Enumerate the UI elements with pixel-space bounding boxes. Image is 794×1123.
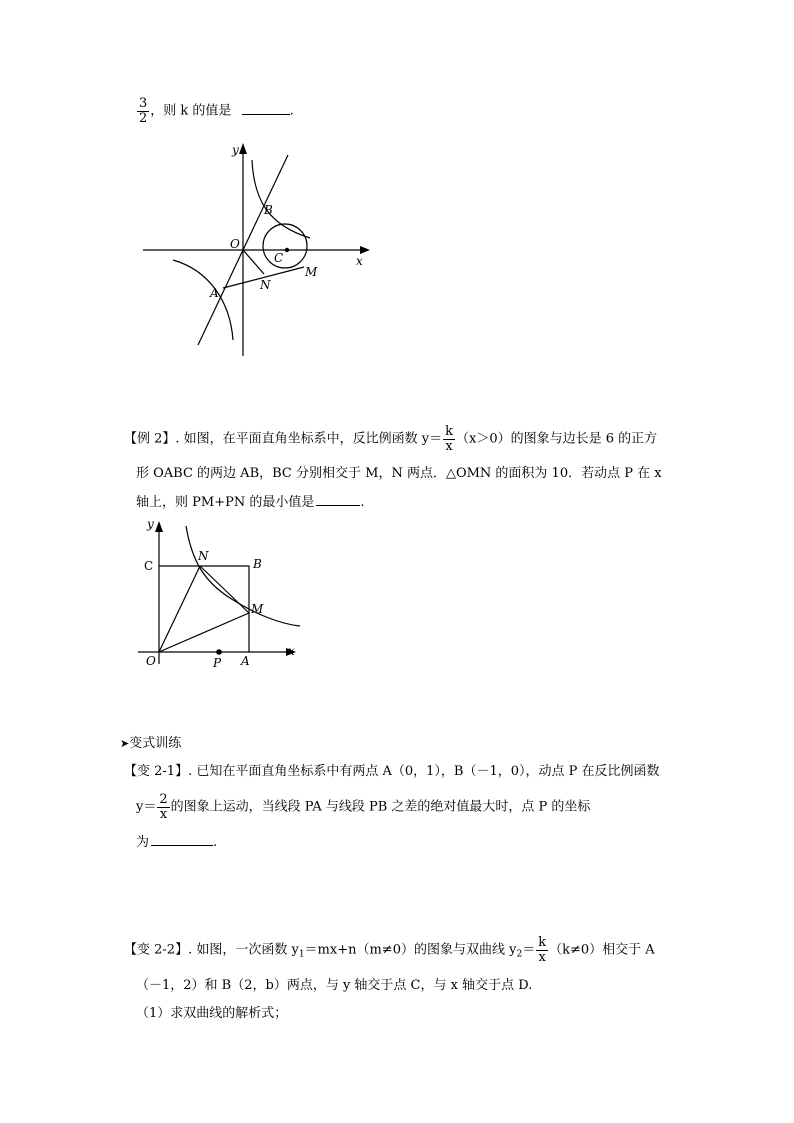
fig2-label-O: O <box>146 654 156 668</box>
fig1-label-N: N <box>260 278 271 292</box>
v22-fraction <box>536 936 548 964</box>
ex2-line1-a: 【例 2】. 如图，在平面直角坐标系中，反比例函数 y＝ <box>124 431 443 447</box>
top-line <box>136 97 294 125</box>
v22-frac-num: k <box>538 935 547 950</box>
v22-line1-c: ＝ <box>522 942 536 958</box>
top-fraction <box>137 97 149 125</box>
fig2-square-OABC <box>159 566 249 652</box>
top-text: ，则 k 的值是 <box>150 103 232 119</box>
ex2-line1-b: （x＞0）的图象与边长是 6 的正方 <box>456 431 658 447</box>
ex2-answer-blank <box>316 504 360 506</box>
fig2-label-B: B <box>253 557 262 571</box>
fig2-hyperbola <box>186 526 300 626</box>
top-frac-den: 2 <box>139 110 148 126</box>
fig1-segment-ON <box>243 250 264 274</box>
v22-line3: （1）求双曲线的解析式； <box>136 1006 288 1021</box>
fig1-hyperbola-upper <box>252 160 310 238</box>
fig1-label-x: x <box>356 254 363 268</box>
fig2-label-A: A <box>241 654 250 668</box>
v21-line2-a: y＝ <box>136 799 157 815</box>
fig1-hyperbola-lower <box>173 260 233 340</box>
v21-line2 <box>136 793 590 821</box>
ex2-line1 <box>124 425 657 453</box>
v21-line3-text: 为 <box>136 835 150 850</box>
ex2-line2: 形 OABC 的两边 AB，BC 分别相交于 M，N 两点．△OMN 的面积为 10．若动点 P 在 x <box>136 466 662 481</box>
ex2-line3-end: . <box>360 495 365 510</box>
ex2-line3 <box>136 496 364 509</box>
v22-sub1: 1 <box>298 949 305 960</box>
fig1-label-C: C <box>274 251 284 265</box>
fig2-y-arrow <box>155 521 163 532</box>
v21-frac-den: x <box>159 806 168 822</box>
fig2-label-C: C <box>144 559 154 573</box>
v22-sub2: 2 <box>516 949 523 960</box>
ex2-frac-num: k <box>445 424 454 439</box>
v21-frac-num: 2 <box>159 792 168 807</box>
fig2-segment-OM <box>159 613 249 652</box>
v21-fraction <box>157 793 169 821</box>
v21-line3 <box>136 836 217 849</box>
fig1-x-arrow <box>360 246 370 254</box>
section-arrow-icon: ➤ <box>120 737 130 750</box>
ex2-frac-den: x <box>445 438 453 454</box>
v21-line2-b: 的图象上运动，当线段 PA 与线段 PB 之差的绝对值最大时，点 P 的坐标 <box>170 799 591 815</box>
fig2-segment-NM <box>200 566 249 613</box>
fig2-label-N: N <box>198 549 209 563</box>
v22-frac-den: x <box>538 949 546 965</box>
v22-line1-a: 【变 2-2】. 如图，一次函数 y <box>124 942 299 958</box>
v21-line1: 【变 2-1】. 已知在平面直角坐标系中有两点 A（0，1），B（－1，0），动点 P 在反比例函数 <box>124 764 660 779</box>
fig1-label-B: B <box>264 203 273 217</box>
fig1-center-C <box>285 248 289 252</box>
fig1-label-y: y <box>232 143 239 157</box>
v22-line2: （－1，2）和 B（2，b）两点，与 y 轴交于点 C，与 x 轴交于点 D. <box>136 978 533 993</box>
section-title: 变式训练 <box>129 736 182 751</box>
fig2-label-M: M <box>251 602 264 616</box>
fig1-y-arrow <box>239 143 247 154</box>
section-heading <box>120 737 181 750</box>
fig2-label-P: P <box>213 656 222 670</box>
v21-answer-blank <box>151 844 213 846</box>
fig1-label-M: M <box>305 265 318 279</box>
v21-line3-end: . <box>213 835 218 850</box>
top-frac-num: 3 <box>139 96 148 111</box>
fig1-label-O: O <box>230 237 240 251</box>
v22-line1-d: （k≠0）相交于 A <box>549 942 655 958</box>
figure-1 <box>138 140 378 362</box>
fig1-circle-C <box>263 224 307 268</box>
fig2-segment-ON <box>159 566 200 652</box>
v22-line1 <box>124 936 655 964</box>
fig2-label-x: x <box>288 644 295 658</box>
v22-line1-b: ＝mx+n（m≠0）的图象与双曲线 y <box>304 942 517 958</box>
top-answer-blank <box>242 113 290 115</box>
ex2-fraction <box>443 425 455 453</box>
fig2-label-y: y <box>147 517 154 531</box>
top-end: . <box>289 103 294 119</box>
figure-2 <box>130 512 310 674</box>
ex2-line3-text: 轴上，则 PM+PN 的最小值是 <box>136 495 315 510</box>
fig1-label-A: A <box>210 286 219 300</box>
fig2-point-P <box>216 649 222 655</box>
